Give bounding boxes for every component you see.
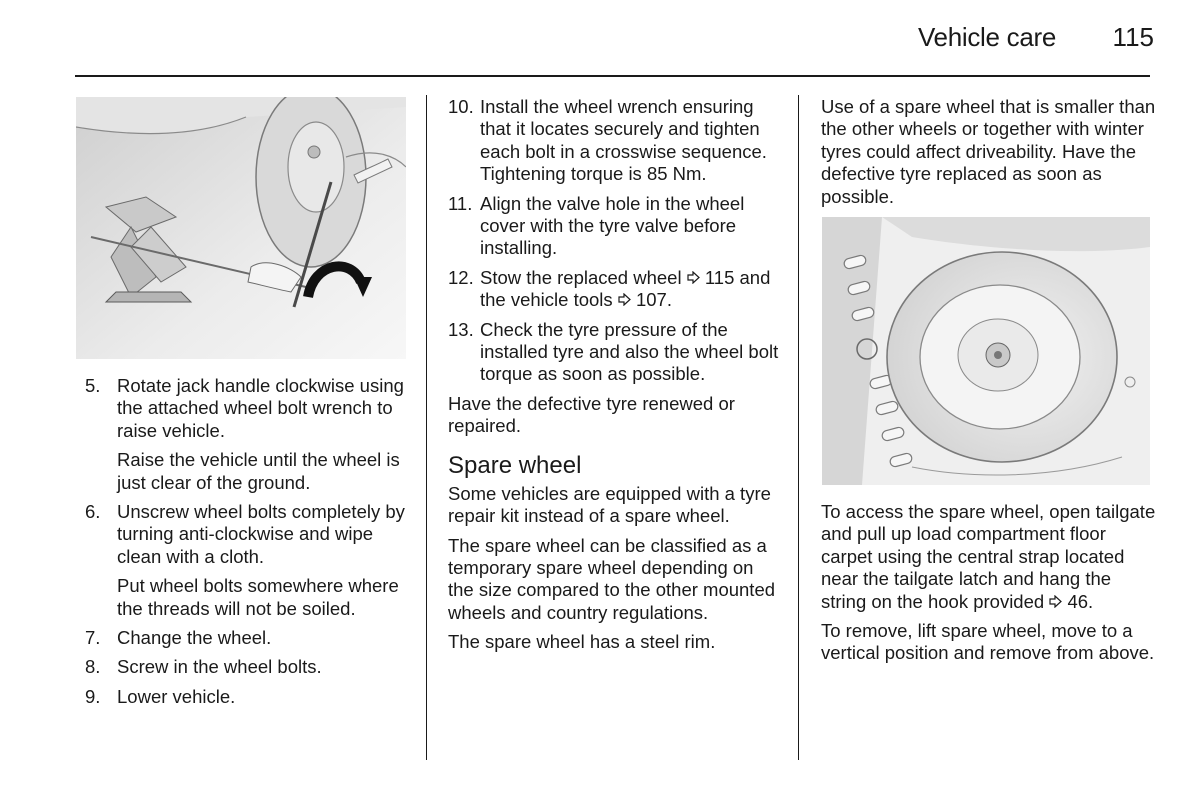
list-item-note: Raise the vehicle until the wheel is just clear of the ground.: [117, 449, 400, 493]
paragraph: The spare wheel has a steel rim.: [448, 631, 716, 653]
paragraph: Use of a spare wheel that is smaller than the other wheels or together with winter tyres could affect driveability. Have the defective tyre replaced as soon as possible.: [821, 96, 1156, 207]
list-item: 7. Change the wheel.: [85, 627, 272, 649]
column-3: [821, 96, 1156, 215]
list-item: 12. Stow the replaced wheel 115 and the vehicle tools 107.: [448, 266, 771, 311]
page-link[interactable]: 115: [704, 266, 735, 288]
page-link[interactable]: 46.: [1067, 590, 1094, 612]
column-2: [448, 96, 783, 661]
list-item: 5. Rotate jack handle clockwise using the attached wheel bolt wrench to raise vehicle.: [85, 375, 404, 441]
column-1: [85, 375, 405, 715]
section-title: Vehicle care: [917, 22, 1056, 52]
paragraph: To access the spare wheel, open tailgate and pull up load compartment floor carpet using the central strap located near the tailgate latch and hang the string on the hook provided 46.: [821, 501, 1156, 612]
paragraph: Have the defective tyre renewed or repaired.: [448, 392, 735, 437]
list-item: 11. Align the valve hole in the wheel cover with the tyre valve before installing.: [448, 192, 745, 259]
section-heading: Spare wheel: [448, 451, 582, 479]
list-item: 9. Lower vehicle.: [85, 685, 236, 707]
cross-reference-icon: [1049, 591, 1062, 613]
column-divider: [798, 95, 799, 760]
list-item: 10. Install the wheel wrench ensuring that it locates securely and tighten each bolt in a crosswise sequence. Tightening torque is 85 Nm.: [448, 96, 767, 185]
cross-reference-icon: [687, 267, 700, 289]
jack-wheel-illustration: [76, 97, 406, 359]
list-item: 8. Screw in the wheel bolts.: [85, 656, 322, 678]
list-item-note: Put wheel bolts somewhere where the threads will not be soiled.: [117, 575, 399, 619]
column-divider: [426, 95, 427, 760]
page-number: 115: [1112, 22, 1154, 52]
paragraph: The spare wheel can be classified as a temporary spare wheel depending on the size compared to the other mounted wheels and country regulations.: [448, 534, 776, 623]
list-item: 6. Unscrew wheel bolts completely by turning anti-clockwise and wipe clean with a cloth.: [85, 501, 405, 567]
list-item: 13. Check the tyre pressure of the installed tyre and also the wheel bolt torque as soon as possible.: [448, 318, 779, 385]
spare-wheel-well-illustration: [822, 217, 1150, 485]
paragraph: To remove, lift spare wheel, move to a vertical position and remove from above.: [821, 620, 1155, 664]
page-link[interactable]: 107.: [635, 289, 672, 311]
header-rule: [75, 75, 1150, 77]
column-3-lower: [821, 501, 1156, 672]
cross-reference-icon: [618, 289, 631, 311]
paragraph: Some vehicles are equipped with a tyre repair kit instead of a spare wheel.: [448, 482, 771, 527]
